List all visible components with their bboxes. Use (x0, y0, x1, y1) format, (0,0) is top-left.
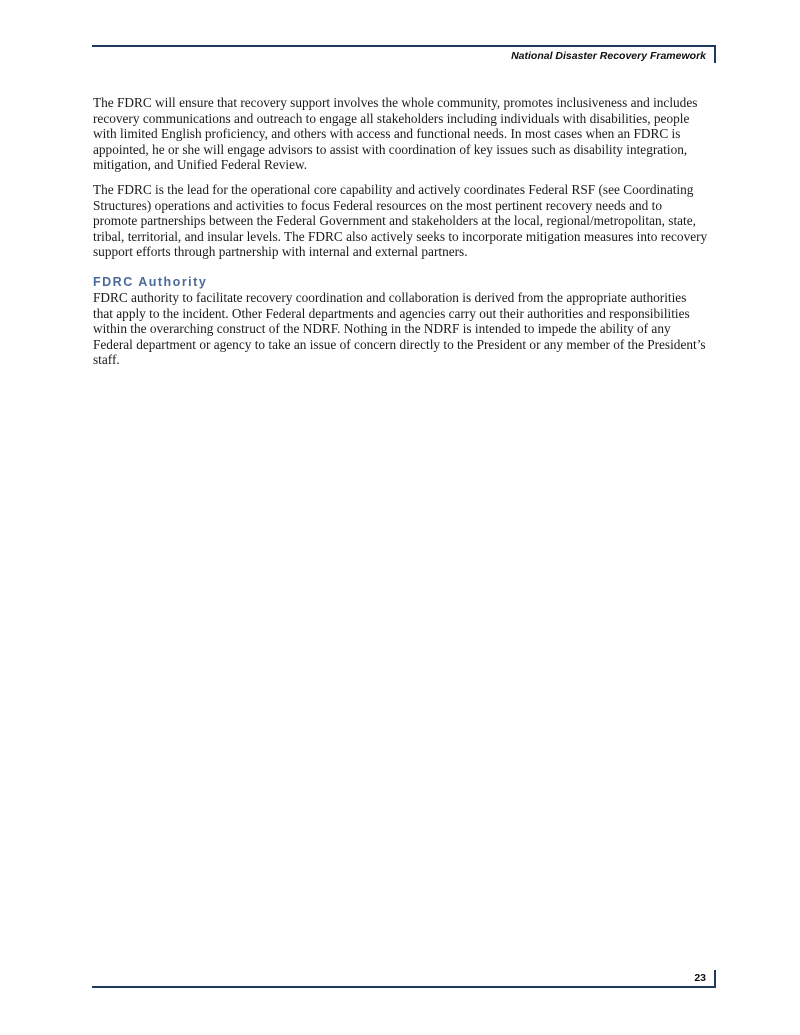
paragraph-fdrc-authority: FDRC authority to facilitate recovery coordination and collaboration is derived from the appropriate authorities that apply to the incident. Other Federal departments and agencies carry out their authorities and responsibilities within the overarching construct of the NDRF. Nothing in the NDRF is intended to impede the ability of any Federal department or agency to take an issue of concern directly to the President or any member of the President’s staff. (93, 289, 706, 368)
section-heading-fdrc-authority: FDRC Authority (93, 274, 208, 289)
header-tick (714, 45, 716, 63)
document-title: National Disaster Recovery Framework (511, 50, 706, 62)
footer-rule (92, 986, 716, 988)
paragraph-operational-core: The FDRC is the lead for the operational core capability and actively coordinates Federal RSF (see Coordinating Structures) operations and activities to focus Federal resources on the most pertinent recovery needs and to promote partnerships between the Federal Government and stakeholders at the local, regional/metropolitan, state, tribal, territorial, and insular levels. The FDRC also actively seeks to incorporate mitigation measures into recovery support efforts through partnership with internal and external partners. (93, 181, 708, 260)
page-number: 23 (694, 972, 706, 984)
page-content (93, 95, 708, 377)
paragraph-whole-community: The FDRC will ensure that recovery support involves the whole community, promotes inclusiveness and includes recovery communications and outreach to engage all stakeholders including individuals with disabilities, people with limited English proficiency, and others with access and functional needs. In most cases when an FDRC is appointed, he or she will engage advisors to assist with coordination of key issues such as disability integration, mitigation, and Unified Federal Review. (93, 95, 698, 173)
header-rule (92, 45, 716, 47)
